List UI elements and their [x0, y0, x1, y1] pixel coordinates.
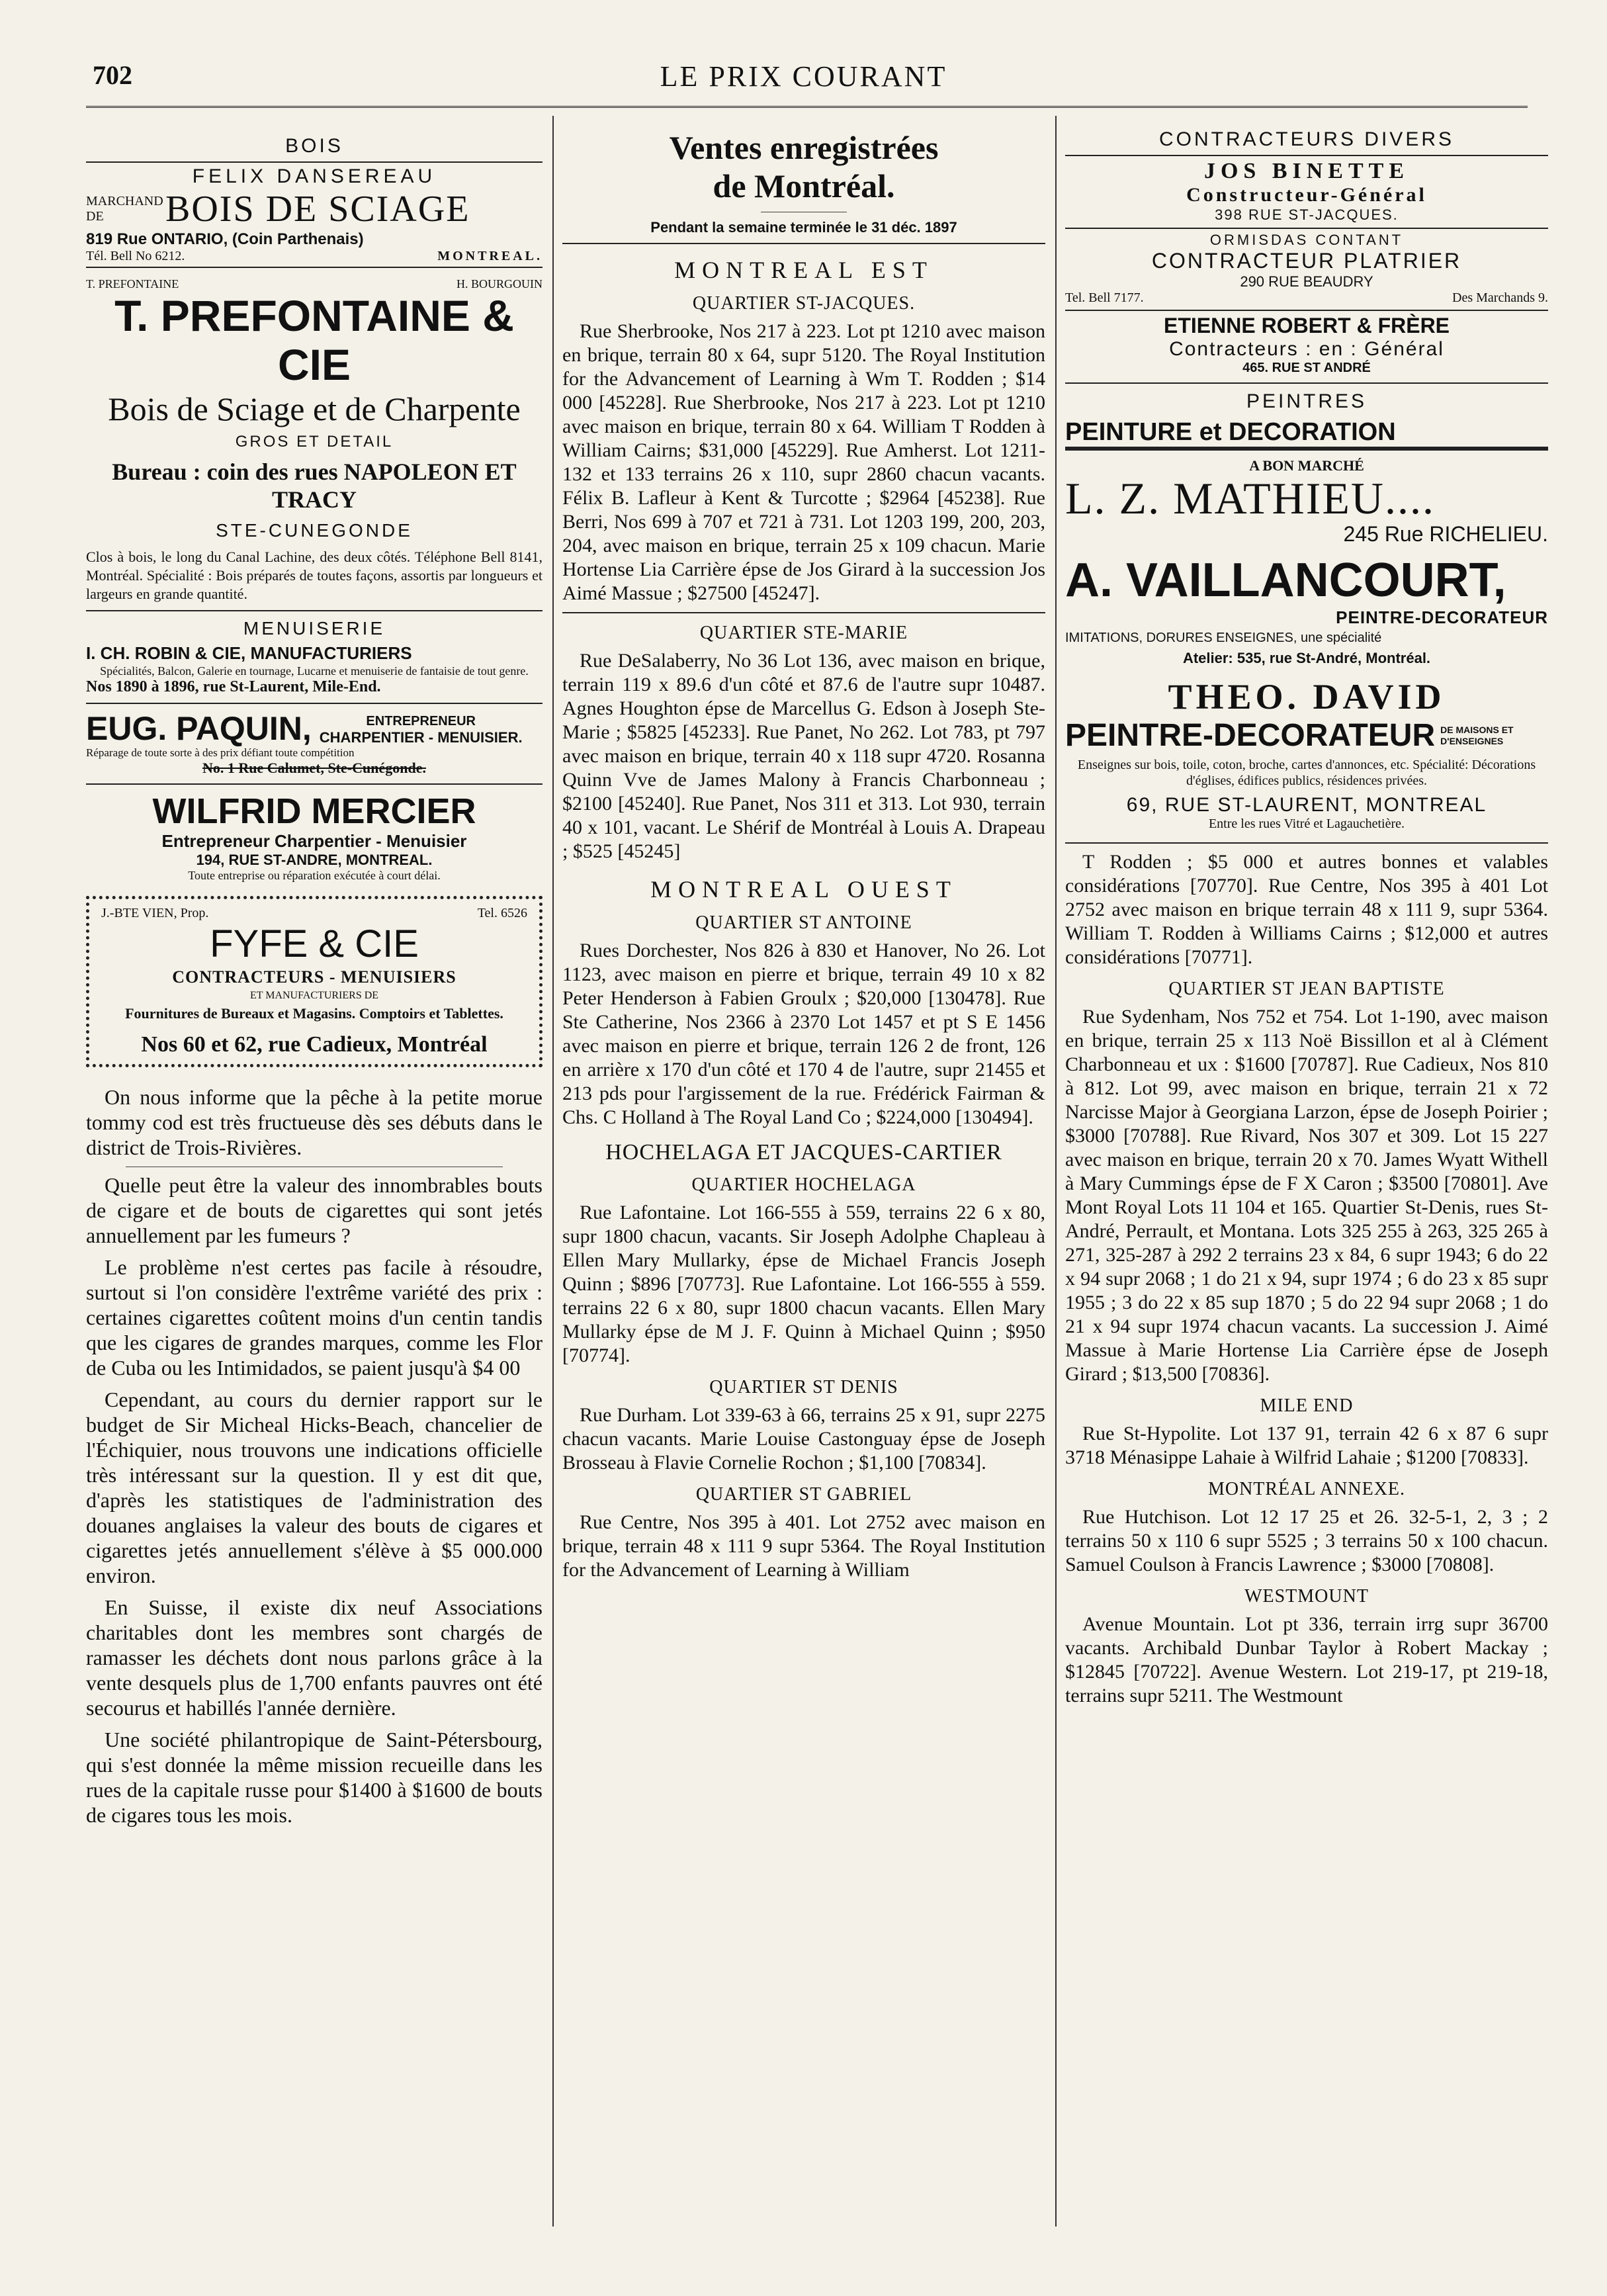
paquin-trade1: ENTREPRENEUR: [366, 714, 476, 729]
felix-city: MONTREAL.: [437, 249, 543, 263]
bon-marche: A BON MARCHÉ: [1249, 457, 1364, 474]
fyfe-address: Nos 60 et 62, rue Cadieux, Montréal: [141, 1032, 488, 1057]
ad-binette: [1065, 155, 1548, 224]
fyfe-trade2: ET MANUFACTURIERS DE: [249, 990, 379, 1001]
ad-contant: [1065, 228, 1548, 306]
contant-name: ORMISDAS CONTANT: [1209, 232, 1404, 248]
pref-city: STE-CUNEGONDE: [216, 520, 413, 541]
listing: Rue Hutchison. Lot 12 17 25 et 26. 32-5-1, 2, 3 ; 2 terrains 50 x 110 6 supr 5525 ; 3 terrains 50 x 100 chacun. Samuel Coulson à Francis Lawrence ; $3000 [70808].: [1065, 1506, 1548, 1575]
quartier-hochelaga: QUARTIER HOCHELAGA: [691, 1174, 916, 1195]
david-name: THEO. DAVID: [1168, 677, 1446, 717]
paquin-note: Réparage de toute sorte à des prix défiant toute compétition: [86, 746, 355, 759]
quartier-st-antoine: QUARTIER ST ANTOINE: [695, 912, 912, 933]
pref-desc: Clos à bois, le long du Canal Lachine, des deux côtés. Téléphone Bell 8141, Montréal. Spécialité : Bois préparés de toutes façons, assortis par longueurs et largeurs en grande quantité.: [86, 549, 543, 602]
mathieu-name: L. Z. MATHIEU....: [1065, 473, 1436, 523]
listing: Rues Dorchester, Nos 826 à 830 et Hanover, No 26. Lot 1123, avec maison en pierre et brique, terrain 49 10 x 82 Peter Henderson à Fabien Groulx ; $20,000 [130478]. Rue Ste Catherine, Nos 2366 à 2370 Lot 1457 et pt S E 1456 avec maison en pierre et brique, terrain 126 2 de front, 126 en arrière x 170 d'un côté et 170 4 de l'autre, supr 21455 et 213 pds pour l'argissement de la rue. Frédérick Fairman & Chs. C Holland à The Royal Land Co ; $224,000 [130494].: [562, 940, 1045, 1128]
running-head: [79, 60, 1528, 99]
quartier-ste-marie: QUARTIER STE-MARIE: [699, 623, 908, 643]
listing: Rue St-Hypolite. Lot 137 91, terrain 42 6 x 87 6 supr 3718 Ménasippe Lahaie à Wilfrid Lahaie ; $1200 [70833].: [1065, 1423, 1548, 1468]
ad-fyfe: [86, 896, 543, 1067]
quartier-st-jacques: QUARTIER ST-JACQUES.: [692, 293, 916, 314]
middle-column: [562, 119, 1045, 2223]
mercier-name: WILFRID MERCIER: [152, 791, 476, 831]
robin-address: Nos 1890 à 1896, rue St-Laurent, Mile-End.: [86, 678, 381, 695]
menuisier-header: MENUISERIE: [243, 618, 386, 639]
header-rule: [86, 106, 1528, 108]
westmount: WESTMOUNT: [1244, 1586, 1369, 1607]
david-between: Entre les rues Vitré et Lagauchetière.: [1208, 817, 1405, 831]
paragraph: On nous informe que la pêche à la petite morue tommy cod est très fructueuse dès ses débuts dans le district de Trois-Rivières.: [86, 1085, 543, 1159]
felix-marchand: MARCHAND DE: [86, 194, 163, 224]
robert-address: 465. RUE ST ANDRÉ: [1242, 361, 1371, 375]
divider: [1065, 842, 1548, 844]
binette-name: JOS BINETTE: [1203, 159, 1410, 183]
ad-prefontaine: [86, 277, 543, 603]
binette-address: 398 RUE ST-JACQUES.: [1215, 206, 1399, 223]
ad-paquin: [86, 711, 543, 746]
vaillancourt-atelier: Atelier: 535, rue St-André, Montréal.: [1182, 650, 1431, 666]
felix-address: 819 Rue ONTARIO, (Coin Parthenais): [86, 230, 364, 248]
fyfe-prop: J.-BTE VIEN, Prop.: [101, 906, 209, 920]
contant-address: 290 RUE BEAUDRY: [1240, 273, 1373, 290]
robert-trade: Contracteurs : en : Général: [1169, 338, 1444, 360]
listing: Avenue Mountain. Lot pt 336, terrain irrg supr 36700 vacants. Archibald Dunbar Taylor à Robert Mackay ; $12845 [70722]. Avenue Western. Lot 219-17, pt 219-18, terrains supr 5211. The Westmount: [1065, 1613, 1548, 1706]
contant-tel: Tel. Bell 7177.: [1065, 290, 1144, 305]
ad-robert: [1065, 310, 1548, 376]
paragraph: Quelle peut être la valeur des innombrables bouts de cigare et de bouts de cigarettes qui sont jetés annuellement par les fumeurs ?: [86, 1173, 543, 1247]
mercier-note: Toute entreprise ou réparation exécutée à court délai.: [188, 869, 441, 882]
contant-tel2: Des Marchands 9.: [1452, 290, 1548, 305]
robin-name: I. CH. ROBIN & CIE, MANUFACTURIERS: [86, 643, 412, 663]
robert-name: ETIENNE ROBERT & FRÈRE: [1163, 314, 1450, 337]
column-rule-1: [552, 116, 554, 2227]
district-ouest: MONTREAL OUEST: [650, 876, 957, 903]
divider: [1065, 382, 1548, 384]
paquin-trade2: CHARPENTIER - MENUISIER.: [319, 729, 523, 746]
page-number: 702: [93, 60, 132, 90]
binette-trade: Constructeur-Général: [1186, 184, 1427, 206]
david-trade: PEINTRE-DECORATEUR: [1065, 718, 1436, 753]
robin-desc: Spécialités, Balcon, Galerie en tournage, Lucarne et menuiserie de fantaisie de tout genre.: [100, 664, 529, 678]
listing: Rue Lafontaine. Lot 166-555 à 559, terrains 22 6 x 80, supr 1800 chacun, vacants. Sir Joseph Adolphe Chapleau à Ellen Mary Mullarky, épse de Michael Francis Joseph Quinn ; $896 [70773]. Rue Lafontaine. Lot 166-555 à 559. terrains 22 6 x 80, supr 1800 chacun vacants. Ellen Mary Mullarky épse de M J. F. Quinn à Michael Quinn ; $950 [70774].: [562, 1202, 1045, 1366]
fyfe-trade: CONTRACTEURS - MENUISIERS: [172, 967, 456, 987]
ventes-title-1: Ventes enregistrées: [669, 129, 939, 166]
fyfe-goods: Fournitures de Bureaux et Magasins. Comptoirs et Tablettes.: [125, 1005, 503, 1022]
paragraph: Le problème n'est certes pas facile à résoudre, surtout si l'on considère l'extrême variété des prix : certaines cigarettes coûtent moins d'un centin tandis que les cigares de grandes marques, comme les Flor de Cuba ou les Intimidados, se paient jusqu'à $4 00: [86, 1255, 543, 1380]
mercier-trade: Entrepreneur Charpentier - Menuisier: [161, 831, 467, 851]
bois-header: BOIS: [285, 135, 343, 157]
fyfe-tel: Tel. 6526: [477, 906, 527, 920]
ventes-title-2: de Montréal.: [713, 167, 895, 204]
journal-title: LE PRIX COURANT: [660, 60, 947, 93]
listing: Rue Sydenham, Nos 752 et 754. Lot 1-190, avec maison en brique, terrain 25 x 113 Noë Bissillon et al à Clément Charbonneau et ux : $1600 [70787]. Rue Cadieux, Nos 810 à 812. Lot 99, avec maison en brique, terrain 21 x 72 Narcisse Major à Georgiana Larzon, épse de Joseph Poirier ; $3000 [70788]. Rue Rivard, Nos 307 et 309. Lot 15 227 avec maison en brique, terrain 20 x 70. James Wyatt Withell à Mary Cummings épse de F X Caron ; $3500 [70801]. Ave Mont Royal Lots 11 104 et 165. Quartier St-Denis, rues St-André, Perrault, et Montana. Lots 325 255 à 263, 325 265 à 271, 325-287 à 292 2 terrains 23 x 84, 6 supr 1943; 6 do 22 x 94 supr 2068 ; 1 do 21 x 94, supr 1974 ; 6 do 23 x 85 supr 1955 ; 3 do 22 x 85 sup 1870 ; 5 do 22 94 supr 2068 ; 1 do 21 x 94 supr 1974 chacun vacants. La succession J. Aimé Massue à Marie Hortense Lia Carrière épse de Joseph Girard ; $13,500 [70836].: [1065, 1006, 1548, 1385]
listing: Rue Centre, Nos 395 à 401. Lot 2752 avec maison en brique, terrain 48 x 111 9 supr 5364. The Royal Institution for the Advancement of Learning à William: [562, 1511, 1045, 1581]
fyfe-name: FYFE & CIE: [210, 922, 419, 965]
montreal-annexe: MONTRÉAL ANNEXE.: [1207, 1479, 1406, 1499]
paragraph: Cependant, au cours du dernier rapport sur le budget de Sir Micheal Hicks-Beach, chancelier de l'Échiquier, nous trouvons une indications officielle très intéressant sur la question. Il y est dit que, d'après les statistiques de l'administration des douanes anglaises la valeur des bouts de cigares et cigarettes jetés annuellement s'élève à $5 000.000 environ.: [86, 1388, 543, 1587]
divider: [562, 612, 1045, 613]
pref-name: T. PREFONTAINE & CIE: [114, 291, 514, 389]
ad-felix-dansereau: [86, 161, 543, 268]
listing: Rue Sherbrooke, Nos 217 à 223. Lot pt 1210 avec maison en brique, terrain 80 x 64, supr 5120. The Royal Institution for the Advancement of Learning à Wm T. Rodden ; $14 000 [45228]. Rue Sherbrooke, Nos 217 à 223. Lot pt 1210 avec maison en brique, terrain 80 x 64. William T Rodden à William Cairns; $31,000 [45229]. Rue Amherst. Lot 1211-132 et 133 terrains 26 x 110, supr 2860 chacun vacants. Félix B. Lafleur à Kent & Turcotte ; $2964 [45238]. Rue Berri, Nos 699 à 707 et 721 à 731. Lot 1203 199, 200, 203, 204, avec maison en brique, terrain 25 x 109 chacun. Marie Hortense Lia Carrière épse de Jos Girard à la succession Jos Aimé Massue ; $27500 [45247].: [562, 320, 1045, 604]
contant-trade: CONTRACTEUR PLATRIER: [1151, 249, 1462, 273]
listing: Rue Durham. Lot 339-63 à 66, terrains 25 x 91, supr 2275 chacun vacants. Marie Louise Castonguay épse de Joseph Brosseau à Flavie Cornelie Rochon ; $1,100 [70834].: [562, 1404, 1045, 1474]
vaillancourt-name: A. VAILLANCOURT,: [1065, 554, 1506, 607]
district-est: MONTREAL EST: [674, 257, 934, 283]
vaillancourt-spec: IMITATIONS, DORURES ENSEIGNES, une spécialité: [1065, 631, 1382, 645]
peintres-header: PEINTRES: [1246, 390, 1368, 412]
listing: Rue DeSalaberry, No 36 Lot 136, avec maison en brique, terrain 119 x 89.6 d'un côté et 87.6 de l'autre supr 10487. Agnes Houghton épse de Marcellus G. Edson à Joseph Ste-Marie ; $5825 [45233]. Rue Panet, No 262. Lot 783, pt 797 avec maison en brique, terrain 40 x 118 supr 4720. Rosanna Quinn Vve de James Malony à Francis Charbonneau ; $2100 [45240]. Rue Panet, Nos 311 et 313. Lot 930, terrain 40 x 101, vacant. Le Shérif de Montréal à Louis A. Drapeau ; $525 [45245]: [562, 650, 1045, 862]
ad-mercier: [86, 791, 543, 883]
column-rule-2: [1055, 116, 1057, 2227]
david-address: 69, RUE ST-LAURENT, MONTREAL: [1126, 794, 1487, 816]
quartier-st-denis: QUARTIER ST DENIS: [709, 1377, 898, 1397]
pref-partner1: T. PREFONTAINE: [86, 277, 179, 290]
paquin-address: No. 1 Rue Calumet, Ste-Cunégonde.: [202, 760, 426, 776]
pref-gros: GROS ET DETAIL: [235, 433, 394, 451]
quartier-st-gabriel: QUARTIER ST GABRIEL: [695, 1484, 912, 1505]
pref-bureau: Bureau : coin des rues NAPOLEON ET TRACY: [112, 459, 517, 513]
david-trade-side: DE MAISONS ET D'ENSEIGNES: [1440, 725, 1514, 746]
mathieu-address: 245 Rue RICHELIEU.: [1343, 522, 1548, 546]
felix-trade: BOIS DE SCIAGE: [165, 189, 470, 230]
paquin-name: EUG. PAQUIN,: [86, 710, 312, 747]
mile-end: MILE END: [1260, 1395, 1354, 1416]
left-column: [86, 119, 543, 2223]
contracteurs-header: CONTRACTEURS DIVERS: [1158, 128, 1455, 150]
pref-partner2: H. BOURGOUIN: [456, 277, 543, 290]
district-hochelaga: HOCHELAGA ET JACQUES-CARTIER: [605, 1140, 1002, 1165]
quartier-st-jean-baptiste: QUARTIER ST JEAN BAPTISTE: [1168, 979, 1445, 999]
divider: [86, 783, 543, 785]
article-cigares: [86, 1084, 543, 1828]
divider: [86, 610, 543, 611]
listing: T Rodden ; $5 000 et autres bonnes et valables considérations [70770]. Rue Centre, Nos 395 à 401 Lot 2752 avec maison en brique terrain 48 x 111 9, supr 5364. William T. Rodden à Williams Cairns ; $12,000 et autres considérations [70771].: [1065, 851, 1548, 968]
david-desc: Enseignes sur bois, toile, coton, broche, cartes d'annonces, etc. Spécialité: Décorations d'églises, édifices publics, résidences privées.: [1077, 758, 1536, 788]
vaillancourt-trade: PEINTRE-DECORATEUR: [1336, 607, 1548, 627]
paragraph: Une société philantropique de Saint-Pétersbourg, qui s'est donnée la même mission recueille dans les rues de la capitale russe pour $1400 à $1600 de bouts de cigares tous les mois.: [86, 1728, 543, 1827]
peinture-title: PEINTURE et DECORATION: [1065, 418, 1548, 451]
divider: [86, 703, 543, 704]
felix-tel: Tél. Bell No 6212.: [86, 249, 185, 263]
right-column: [1065, 119, 1548, 2223]
mercier-address: 194, RUE ST-ANDRE, MONTREAL.: [196, 852, 433, 868]
ventes-week: Pendant la semaine terminée le 31 déc. 1897: [650, 219, 957, 236]
paragraph: En Suisse, il existe dix neuf Associations charitables dont les membres sont chargés de ramasser les déchets dont nous parlons grâce à la vente desquels plus de 1,700 enfants pauvres ont été secourus et habillés l'année dernière.: [86, 1595, 543, 1720]
pref-trade: Bois de Sciage et de Charpente: [108, 390, 521, 427]
divider: [562, 243, 1045, 244]
felix-name: FELIX DANSEREAU: [192, 165, 437, 187]
ad-robin: [86, 643, 543, 696]
